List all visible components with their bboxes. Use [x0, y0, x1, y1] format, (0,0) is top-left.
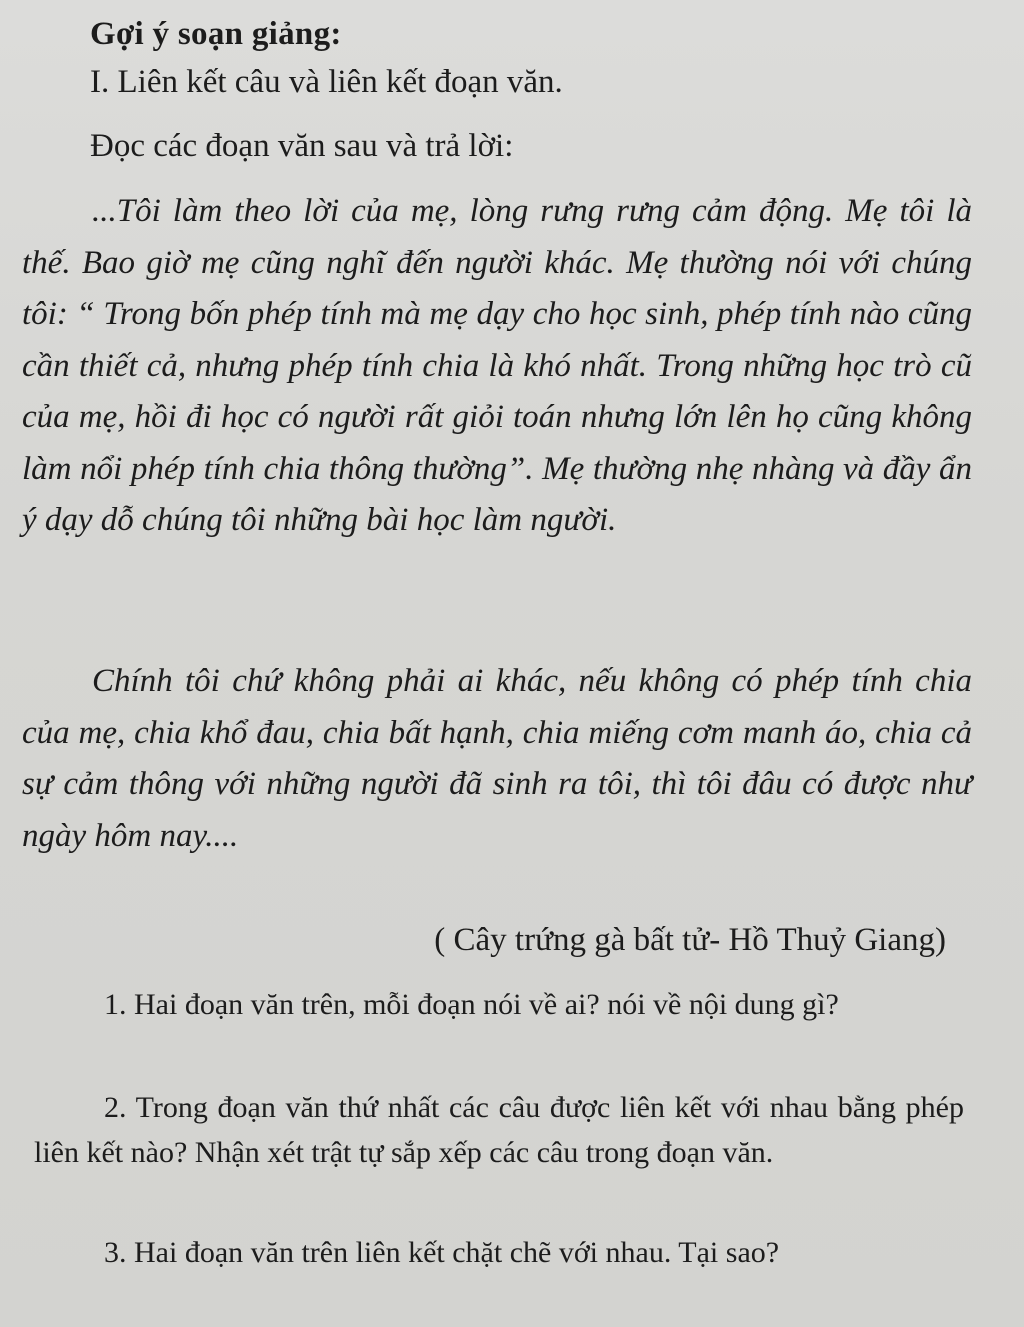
question-item: 3. Hai đoạn văn trên liên kết chặt chẽ với nhau. Tại sao?: [104, 1236, 780, 1269]
passage-source: ( Cây trứng gà bất tử- Hồ Thuỷ Giang): [434, 922, 946, 958]
passage-paragraph: Chính tôi chứ không phải ai khác, nếu không có phép tính chia của mẹ, chia khổ đau, chia bất hạnh, chia miếng cơm manh áo, chia cả sự cảm thông với những người đã sinh ra tôi, thì tôi đâu có được như ngày hôm nay....: [22, 663, 972, 854]
lesson-heading: Gợi ý soạn giảng:: [90, 16, 342, 52]
question-item: 1. Hai đoạn văn trên, mỗi đoạn nói về ai? nói về nội dung gì?: [104, 988, 839, 1021]
reading-instruction: Đọc các đoạn văn sau và trả lời:: [90, 128, 514, 164]
question-item: 2. Trong đoạn văn thứ nhất các câu được liên kết với nhau bằng phép liên kết nào? Nhận xét trật tự sắp xếp các câu trong đoạn văn.: [34, 1091, 964, 1169]
section-title: I. Liên kết câu và liên kết đoạn văn.: [90, 64, 563, 100]
passage-paragraph: ...Tôi làm theo lời của mẹ, lòng rưng rưng cảm động. Mẹ tôi là thế. Bao giờ mẹ cũng nghĩ đến người khác. Mẹ thường nói với chúng tôi: “ Trong bốn phép tính mà mẹ dạy cho học sinh, phép tính nào cũng cần thiết cả, nhưng phép tính chia là khó nhất. Trong những học trò cũ của mẹ, hồi đi học có người rất giỏi toán nhưng lớn lên họ cũng không làm nổi phép tính chia thông thường”. Mẹ thường nhẹ nhàng và đầy ẩn ý dạy dỗ chúng tôi những bài học làm người.: [22, 193, 972, 538]
